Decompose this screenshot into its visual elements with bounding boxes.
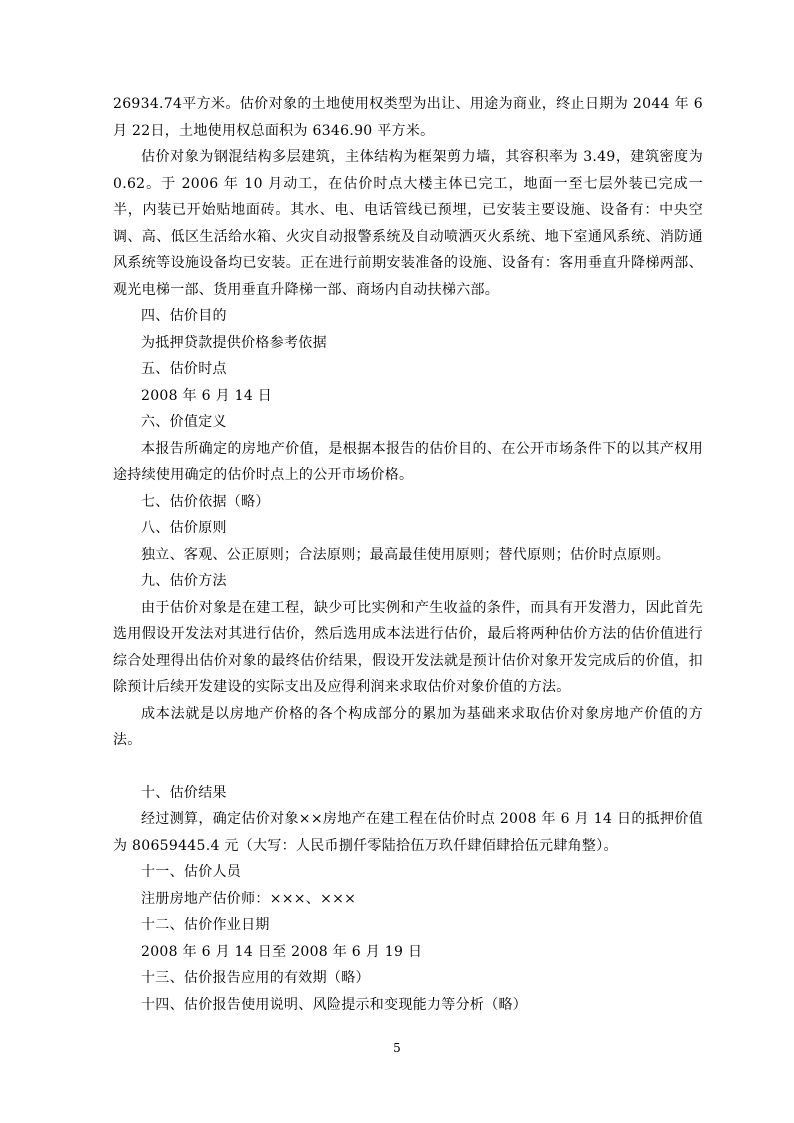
section-heading-valuation-date: 五、估价时点: [141, 361, 227, 377]
section-heading-valuation-basis: 七、估价依据（略）: [141, 493, 270, 510]
paragraph-cost-method: 成本法就是以房地产价格的各个构成部分的累加为基础来求取估价对象房地产价值的方法。: [113, 705, 703, 748]
blank-line: [113, 754, 703, 780]
paragraph-valuers: 注册房地产估价师：×××、×××: [141, 890, 357, 907]
document-body: [113, 91, 703, 1018]
paragraph-building-description: 估价对象为钢混结构多层建筑，主体结构为框架剪力墙，其容积率为 3.49，建筑密度为 0.62。于 2006 年 10 月动工，在估价时点大楼主体已完工，地面一至七层外装已完成一半，内装已开始贴地面砖。其水、电、电话管线已预埋，已安装主要设施、设备有：中央空调、高、低区生活给水箱、火灾自动报警系统及自动喷洒灭火系统、地下室通风系统、消防通风系统等设施设备均已安装。正在进行前期安装准备的设施、设备有：客用垂直升降梯两部、观光电梯一部、货用垂直升降梯一部、商场内自动扶梯六部。: [113, 149, 703, 298]
section-heading-validity-period: 十三、估价报告应用的有效期（略）: [141, 970, 370, 986]
paragraph-land-use: 26934.74平方米。估价对象的土地使用权类型为出让、用途为商业，终止日期为 2044 年 6 月 22日，土地使用权总面积为 6346.90 平方米。: [113, 96, 703, 139]
paragraph-valuation-purpose: 为抵押贷款提供价格参考依据: [141, 334, 327, 351]
paragraph-valuation-result: 经过测算，确定估价对象××房地产在建工程在估价时点 2008 年 6 月 14 日的抵押价值为 80659445.4 元（大写：人民币捌仟零陆拾伍万玖仟肆佰肆拾伍元肆角整）。: [113, 811, 703, 854]
paragraph-work-dates: 2008 年 6 月 14 日至 2008 年 6 月 19 日: [141, 943, 423, 960]
section-heading-value-definition: 六、价值定义: [141, 414, 227, 430]
section-heading-valuation-methods: 九、估价方法: [141, 573, 227, 589]
paragraph-valuation-principles: 独立、客观、公正原则；合法原则；最高最佳使用原则；替代原则；估价时点原则。: [141, 546, 671, 563]
section-heading-usage-notes: 十四、估价报告使用说明、风险提示和变现能力等分析（略）: [141, 996, 528, 1013]
paragraph-valuation-date: 2008 年 6 月 14 日: [141, 387, 273, 404]
section-heading-valuation-principles: 八、估价原则: [141, 520, 227, 536]
section-heading-valuation-result: 十、估价结果: [141, 784, 227, 801]
section-heading-valuation-purpose: 四、估价目的: [141, 308, 227, 324]
paragraph-hypothetical-development-method: 由于估价对象是在建工程，缺少可比实例和产生收益的条件，而具有开发潜力，因此首先选用假设开发法对其进行估价，然后选用成本法进行估价，最后将两种估价方法的估价值进行综合处理得出估价对象的最终估价结果，假设开发法就是预计估价对象开发完成后的价值，扣除预计后续开发建设的实际支出及应得利润来求取估价对象价值的方法。: [113, 599, 703, 695]
page-number: 5: [393, 1041, 401, 1055]
section-heading-work-dates: 十二、估价作业日期: [141, 917, 270, 933]
paragraph-value-definition: 本报告所确定的房地产价值，是根据本报告的估价目的、在公开市场条件下的以其产权用途持续使用确定的估价时点上的公开市场价格。: [113, 440, 703, 483]
section-heading-valuers: 十一、估价人员: [141, 864, 242, 880]
